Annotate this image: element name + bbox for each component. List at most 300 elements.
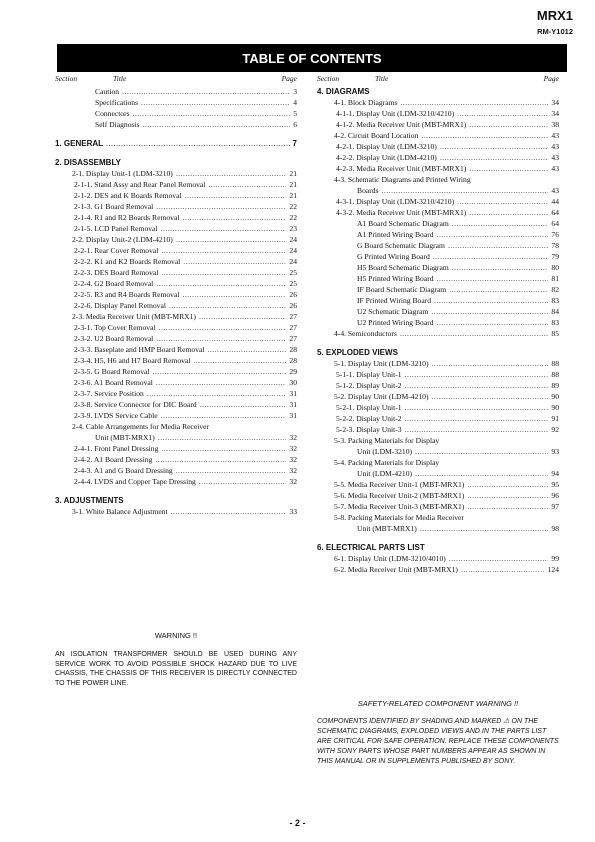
toc-entry-title: A1 Board Schematic Diagram <box>357 219 449 228</box>
warning-title: WARNING !! <box>154 631 198 640</box>
toc-entry[interactable] <box>317 328 559 339</box>
toc-entry[interactable] <box>317 468 559 479</box>
toc-entry-page: 83 <box>551 318 559 327</box>
toc-right-list <box>317 86 559 575</box>
toc-entry-title: 4-1-2. Media Receiver Unit (MBT-MRX1) <box>336 120 467 129</box>
toc-entry-page: 97 <box>551 502 559 511</box>
dot-leader <box>153 366 287 377</box>
toc-entry-page: 81 <box>551 274 559 283</box>
toc-entry-page: 78 <box>551 241 559 250</box>
model-name: MRX1 <box>536 8 573 23</box>
toc-entry-page: 34 <box>551 109 559 118</box>
toc-entry[interactable] <box>317 317 559 328</box>
toc-entry-title: 2-3-9. LVDS Service Cable <box>74 411 158 420</box>
toc-entry[interactable] <box>55 322 297 333</box>
dot-leader <box>199 476 287 487</box>
dot-leader <box>176 465 287 476</box>
safety-warning-body: COMPONENTS IDENTIFIED BY SHADING AND MARKED ⚠ ON THE SCHEMATIC DIAGRAMS, EXPLODED VIEWS AND IN THE PARTS LIST ARE CRITICAL FOR SAFE OPERATION. REPLACE THESE COMPONENTS WITH SONY PARTS WHOSE PART NUMBERS APPEAR AS SHOWN IN THIS MANUAL OR IN SUPPLEMENTS PUBLISHED BY SONY. <box>317 718 559 765</box>
toc-entry[interactable] <box>55 311 297 322</box>
toc-entry[interactable] <box>55 476 297 487</box>
toc-entry-title: Unit (MBT-MRX1) <box>357 524 417 533</box>
toc-entry[interactable] <box>317 207 559 218</box>
toc-entry-page: 32 <box>289 444 297 453</box>
toc-entry-page: 30 <box>289 378 297 387</box>
title-label: Title <box>113 74 127 83</box>
dot-leader <box>449 284 548 295</box>
toc-entry-page: 24 <box>289 235 297 244</box>
toc-entry-title: 2-3-5. G Board Removal <box>74 367 150 376</box>
toc-entry-page: 83 <box>551 296 559 305</box>
toc-entry-title: 2-3-7. Service Position <box>74 389 144 398</box>
toc-entry-page: 32 <box>289 455 297 464</box>
warning-body: AN ISOLATION TRANSFORMER SHOULD BE USED DURING ANY SERVICE WORK TO AVOID POSSIBLE SHOCK HAZARD DUE TO LIVE CHASSIS, THE CHASSIS OF THIS RECEIVER IS DIRECTLY CONNECTED TO THE POWER LINE. <box>55 651 297 687</box>
toc-entry-title: 1. GENERAL <box>55 139 104 148</box>
dot-leader <box>155 454 286 465</box>
toc-entry-title: 2-4-1. Front Panel Dressing <box>74 444 159 453</box>
toc-entry-page: 44 <box>551 197 559 206</box>
dot-leader <box>158 432 287 443</box>
toc-entry-page: 31 <box>289 400 297 409</box>
dot-leader <box>405 369 549 380</box>
dot-leader <box>199 311 286 322</box>
column-header-left <box>55 74 297 86</box>
toc-entry-page: 76 <box>551 230 559 239</box>
dot-leader <box>421 130 548 141</box>
toc-entry[interactable] <box>317 306 559 317</box>
toc-entry-title: Boards <box>357 186 379 195</box>
toc-entry-page: 6 <box>293 120 297 129</box>
toc-entry-title: 4. DIAGRAMS <box>317 87 370 96</box>
toc-entry-page: 28 <box>289 356 297 365</box>
toc-entry[interactable] <box>317 262 559 273</box>
toc-entry-page: 38 <box>551 120 559 129</box>
toc-entry-page: 124 <box>547 565 559 574</box>
dot-leader <box>467 479 548 490</box>
toc-entry-page: 88 <box>551 359 559 368</box>
toc-entry[interactable] <box>317 119 559 130</box>
dot-leader <box>185 190 287 201</box>
toc-entry-title: 4-3. Schematic Diagrams and Printed Wiring <box>334 175 471 184</box>
toc-entry-title: H5 Board Schematic Diagram <box>357 263 449 272</box>
toc-entry-page: 31 <box>289 389 297 398</box>
toc-entry[interactable] <box>55 333 297 344</box>
toc-entry[interactable] <box>317 240 559 251</box>
toc-entry-title: Unit (MBT-MRX1) <box>95 433 155 442</box>
toc-entry[interactable] <box>317 501 559 512</box>
toc-entry-title: 2-3-4. H5, H6 and H7 Board Removal <box>74 356 191 365</box>
toc-entry[interactable] <box>55 97 297 108</box>
dot-leader <box>405 380 549 391</box>
toc-entry[interactable] <box>55 190 297 201</box>
dot-leader <box>208 179 286 190</box>
dot-leader <box>207 344 286 355</box>
toc-entry-title: 5-1. Display Unit (LDM-3210) <box>334 359 429 368</box>
toc-entry[interactable] <box>317 284 559 295</box>
toc-entry[interactable] <box>317 512 559 523</box>
toc-entry[interactable] <box>55 168 297 179</box>
column-header-right <box>317 74 559 86</box>
toc-entry-title: 5-1-2. Display Unit-2 <box>336 381 402 390</box>
dot-leader <box>141 97 290 108</box>
dot-leader <box>440 141 549 152</box>
toc-entry-title: 3. ADJUSTMENTS <box>55 496 124 505</box>
toc-entry-page: 28 <box>289 345 297 354</box>
toc-entry-title: 2. DISASSEMBLY <box>55 158 121 167</box>
toc-entry[interactable] <box>55 278 297 289</box>
toc-entry[interactable] <box>317 446 559 457</box>
toc-entry[interactable] <box>317 435 559 446</box>
dot-leader <box>161 443 286 454</box>
toc-entry-title: G Printed Wiring Board <box>357 252 430 261</box>
toc-entry-title: 2-4-3. A1 and G Board Dressing <box>74 466 173 475</box>
toc-entry[interactable] <box>317 358 559 369</box>
toc-section-heading[interactable] <box>317 86 559 97</box>
toc-entry-title: 2-1-1. Stand Assy and Rear Panel Removal <box>74 180 206 189</box>
toc-entry-page: 79 <box>551 252 559 261</box>
toc-entry-page: 31 <box>289 411 297 420</box>
toc-entry-title: 4-1. Block Diagrams <box>334 98 398 107</box>
dot-leader <box>433 251 549 262</box>
toc-entry[interactable] <box>317 196 559 207</box>
toc-entry-title: 5-2-1. Display Unit-1 <box>336 403 402 412</box>
dot-leader <box>405 424 549 435</box>
toc-entry[interactable] <box>55 223 297 234</box>
toc-entry-page: 21 <box>289 180 297 189</box>
dot-leader <box>432 358 549 369</box>
toc-entry-page: 21 <box>289 191 297 200</box>
section-label: Section <box>55 74 78 83</box>
toc-entry-page: 24 <box>289 257 297 266</box>
toc-entry-title: 2-2-1. Rear Cover Removal <box>74 246 159 255</box>
toc-entry[interactable] <box>317 369 559 380</box>
dot-leader <box>143 119 291 130</box>
toc-entry[interactable] <box>317 163 559 174</box>
toc-entry-title: U2 Schematic Diagram <box>357 307 429 316</box>
toc-entry-page: 3 <box>293 87 297 96</box>
toc-entry-title: H5 Printed Wiring Board <box>357 274 434 283</box>
toc-entry[interactable] <box>317 564 559 575</box>
toc-entry-title: 2-4-2. A1 Board Dressing <box>74 455 153 464</box>
toc-entry-title: 5-4. Packing Materials for Display <box>334 458 440 467</box>
toc-entry-page: 34 <box>551 98 559 107</box>
toc-entry-title: 3-1. White Balance Adjustment <box>72 507 168 516</box>
toc-entry-page: 89 <box>551 381 559 390</box>
dot-leader <box>448 240 548 251</box>
toc-entry-title: 6. ELECTRICAL PARTS LIST <box>317 543 425 552</box>
toc-entry-page: 80 <box>551 263 559 272</box>
toc-entry-page: 32 <box>289 433 297 442</box>
toc-entry-page: 25 <box>289 268 297 277</box>
toc-entry-page: 32 <box>289 477 297 486</box>
dot-leader <box>469 163 548 174</box>
toc-entry-title: 5-7. Media Receiver Unit-3 (MBT-MRX1) <box>334 502 465 511</box>
toc-entry-page: 43 <box>551 131 559 140</box>
dot-leader <box>452 262 549 273</box>
toc-entry-page: 21 <box>289 169 297 178</box>
toc-entry-page: 91 <box>551 414 559 423</box>
toc-entry[interactable] <box>55 300 297 311</box>
dot-leader <box>182 212 286 223</box>
toc-entry-title: 4-3-2. Media Receiver Unit (MBT-MRX1) <box>336 208 467 217</box>
toc-entry-page: 64 <box>551 208 559 217</box>
toc-entry[interactable] <box>317 251 559 262</box>
toc-entry-page: 84 <box>551 307 559 316</box>
toc-entry-page: 43 <box>551 142 559 151</box>
toc-entry[interactable] <box>55 443 297 454</box>
toc-entry-title: Self Diagnosis <box>95 120 140 129</box>
toc-entry[interactable] <box>317 413 559 424</box>
page-number: - 2 - <box>289 818 306 828</box>
toc-entry[interactable] <box>317 273 559 284</box>
toc-entry-title: 2-1-2. DES and K Boards Removal <box>74 191 182 200</box>
toc-entry-page: 5 <box>293 109 297 118</box>
toc-entry[interactable] <box>55 212 297 223</box>
toc-entry-title: 2-4. Cable Arrangements for Media Receiver <box>72 422 210 431</box>
dot-leader <box>415 446 548 457</box>
toc-entry[interactable] <box>317 229 559 240</box>
toc-entry-title: A1 Printed Wiring Board <box>357 230 434 239</box>
toc-entry-title: 5. EXPLODED VIEWS <box>317 348 398 357</box>
toc-entry-page: 27 <box>289 323 297 332</box>
toc-entry[interactable] <box>55 388 297 399</box>
toc-entry[interactable] <box>317 174 559 185</box>
dot-leader <box>156 333 286 344</box>
dot-leader <box>161 245 286 256</box>
toc-entry-page: 90 <box>551 392 559 401</box>
toc-entry-page: 27 <box>289 312 297 321</box>
dot-leader <box>405 402 549 413</box>
toc-entry-title: U2 Printed Wiring Board <box>357 318 434 327</box>
dot-leader <box>176 168 287 179</box>
toc-entry-title: 4-2-3. Media Receiver Unit (MBT-MRX1) <box>336 164 467 173</box>
dot-leader <box>437 273 549 284</box>
toc-left-column <box>55 74 297 517</box>
toc-section-heading[interactable] <box>55 157 297 168</box>
toc-entry[interactable] <box>317 553 559 564</box>
toc-entry-title: 2-1-3. G1 Board Removal <box>74 202 154 211</box>
dot-leader <box>169 300 286 311</box>
toc-entry[interactable] <box>55 201 297 212</box>
toc-entry[interactable] <box>317 108 559 119</box>
toc-entry[interactable] <box>55 355 297 366</box>
toc-entry[interactable] <box>55 432 297 443</box>
toc-entry-title: IF Board Schematic Diagram <box>357 285 447 294</box>
toc-left-list <box>55 86 297 517</box>
toc-entry-title: 5-1-1. Display Unit-1 <box>336 370 402 379</box>
toc-entry-page: 22 <box>289 202 297 211</box>
toc-entry-page: 82 <box>551 285 559 294</box>
dot-leader <box>182 289 286 300</box>
dot-leader <box>156 278 286 289</box>
toc-entry-title: 6-1. Display Unit (LDM-3210/4010) <box>334 554 446 563</box>
toc-entry-title: 2-2-4. G2 Board Removal <box>74 279 154 288</box>
dot-leader <box>437 317 549 328</box>
toc-entry-title: 5-3. Packing Materials for Display <box>334 436 440 445</box>
toc-entry[interactable] <box>317 152 559 163</box>
toc-entry-title: Unit (LDM-3210) <box>357 447 413 456</box>
toc-entry-title: 2-3. Media Receiver Unit (MBT-MRX1) <box>72 312 196 321</box>
toc-entry[interactable] <box>55 465 297 476</box>
toc-entry-page: 85 <box>551 329 559 338</box>
dot-leader <box>440 152 549 163</box>
toc-entry[interactable] <box>317 391 559 402</box>
toc-entry-page: 29 <box>289 367 297 376</box>
toc-entry-title: IF Printed Wiring Board <box>357 296 432 305</box>
toc-entry[interactable] <box>55 179 297 190</box>
toc-entry[interactable] <box>55 506 297 517</box>
dot-leader <box>449 553 549 564</box>
toc-entry[interactable] <box>317 97 559 108</box>
dot-leader <box>156 201 286 212</box>
toc-entry[interactable] <box>317 130 559 141</box>
toc-entry[interactable] <box>317 457 559 468</box>
toc-entry-page: 33 <box>289 507 297 516</box>
toc-entry-title: 4-3-1. Display Unit (LDM-3210/4210) <box>336 197 455 206</box>
dot-leader <box>106 138 290 149</box>
toc-entry[interactable] <box>55 366 297 377</box>
title-label: Title <box>375 74 389 83</box>
toc-entry[interactable] <box>55 289 297 300</box>
dot-leader <box>147 388 287 399</box>
toc-entry-title: 2-1. Display Unit-1 (LDM-3210) <box>72 169 173 178</box>
toc-entry-title: 4-2-2. Display Unit (LDM-4210) <box>336 153 437 162</box>
toc-entry-page: 88 <box>551 370 559 379</box>
toc-entry-title: 2-2-2. K1 and K2 Boards Removal <box>74 257 181 266</box>
toc-entry-title: 2-3-1. Top Cover Removal <box>74 323 156 332</box>
toc-entry[interactable] <box>317 402 559 413</box>
toc-entry-title: 4-4. Semiconductors <box>334 329 397 338</box>
toc-section-heading[interactable] <box>55 138 297 149</box>
toc-entry[interactable] <box>317 295 559 306</box>
toc-entry-title: 2-4-4. LVDS and Copper Tape Dressing <box>74 477 196 486</box>
toc-entry-title: 5-5. Media Receiver Unit-1 (MBT-MRX1) <box>334 480 465 489</box>
toc-entry-title: 5-2-2. Display Unit-2 <box>336 414 402 423</box>
toc-entry-title: Unit (LDM-4210) <box>357 469 413 478</box>
toc-entry[interactable] <box>55 410 297 421</box>
page-label: Page <box>281 74 297 83</box>
dot-leader <box>176 234 287 245</box>
toc-entry-title: 2-2-6. Display Panel Removal <box>74 301 166 310</box>
toc-entry[interactable] <box>55 256 297 267</box>
dot-leader <box>183 256 286 267</box>
toc-entry[interactable] <box>317 141 559 152</box>
dot-leader <box>161 267 286 278</box>
toc-entry[interactable] <box>55 421 297 432</box>
dot-leader <box>457 196 548 207</box>
dot-leader <box>415 468 548 479</box>
toc-entry[interactable] <box>317 479 559 490</box>
dot-leader <box>469 207 548 218</box>
page-title: TABLE OF CONTENTS <box>57 44 567 72</box>
toc-entry-page: 43 <box>551 186 559 195</box>
dot-leader <box>400 97 548 108</box>
toc-entry-page: 32 <box>289 466 297 475</box>
toc-entry-title: 2-2. Display Unit-2 (LDM-4210) <box>72 235 173 244</box>
toc-entry[interactable] <box>317 185 559 196</box>
toc-entry-page: 94 <box>551 469 559 478</box>
toc-entry-page: 24 <box>289 246 297 255</box>
toc-entry-page: 43 <box>551 153 559 162</box>
toc-entry-page: 64 <box>551 219 559 228</box>
dot-leader <box>161 223 287 234</box>
dot-leader <box>469 119 548 130</box>
toc-entry-page: 90 <box>551 403 559 412</box>
toc-entry[interactable] <box>55 108 297 119</box>
toc-entry-page: 96 <box>551 491 559 500</box>
toc-entry-title: 2-3-6. A1 Board Removal <box>74 378 153 387</box>
toc-entry[interactable] <box>317 424 559 435</box>
toc-entry[interactable] <box>317 523 559 534</box>
toc-entry-title: 5-8. Packing Materials for Media Receiver <box>334 513 464 522</box>
toc-entry-page: 23 <box>289 224 297 233</box>
toc-entry-title: 2-3-2. U2 Board Removal <box>74 334 154 343</box>
dot-leader <box>159 322 287 333</box>
toc-entry-title: 2-2-5. R3 and R4 Boards Removal <box>74 290 180 299</box>
toc-entry-title: 4-2. Circuit Board Location <box>334 131 419 140</box>
dot-leader <box>434 295 548 306</box>
toc-entry-page: 25 <box>289 279 297 288</box>
dot-leader <box>133 108 291 119</box>
dot-leader <box>193 355 286 366</box>
toc-right-column <box>317 74 559 575</box>
toc-section-heading[interactable] <box>317 542 559 553</box>
toc-entry[interactable] <box>55 119 297 130</box>
toc-section-heading[interactable] <box>55 495 297 506</box>
toc-entry[interactable] <box>317 218 559 229</box>
toc-entry-title: 6-2. Media Receiver Unit (MBT-MRX1) <box>334 565 458 574</box>
toc-entry[interactable] <box>55 377 297 388</box>
dot-leader <box>171 506 287 517</box>
toc-entry[interactable] <box>55 454 297 465</box>
toc-entry[interactable] <box>55 344 297 355</box>
toc-entry[interactable] <box>55 234 297 245</box>
toc-entry-page: 22 <box>289 213 297 222</box>
toc-entry[interactable] <box>55 267 297 278</box>
toc-entry-title: Caution <box>95 87 120 96</box>
toc-entry-page: 95 <box>551 480 559 489</box>
dot-leader <box>457 108 548 119</box>
dot-leader <box>382 185 549 196</box>
sub-model-name: RM-Y1012 <box>537 27 573 36</box>
toc-entry[interactable] <box>55 86 297 97</box>
toc-entry-page: 26 <box>289 301 297 310</box>
dot-leader <box>200 399 287 410</box>
toc-section-heading[interactable] <box>317 347 559 358</box>
toc-entry[interactable] <box>317 490 559 501</box>
toc-entry-page: 26 <box>289 290 297 299</box>
dot-leader <box>156 377 287 388</box>
section-label: Section <box>317 74 340 83</box>
page-label: Page <box>543 74 559 83</box>
toc-entry-page: 4 <box>293 98 297 107</box>
toc-entry-title: 5-2-3. Display Unit-3 <box>336 425 402 434</box>
toc-entry-title: 2-3-3. Baseplate and HMP Board Removal <box>74 345 205 354</box>
toc-entry-title: 4-1-1. Display Unit (LDM-3210/4210) <box>336 109 455 118</box>
dot-leader <box>405 413 549 424</box>
dot-leader <box>431 306 548 317</box>
toc-entry-title: 2-2-3. DES Board Removal <box>74 268 159 277</box>
toc-entry[interactable] <box>317 380 559 391</box>
toc-entry[interactable] <box>55 245 297 256</box>
dot-leader <box>161 410 287 421</box>
safety-warning-title: SAFETY-RELATED COMPONENT WARNING !! <box>357 699 519 708</box>
dot-leader <box>452 218 549 229</box>
dot-leader <box>420 523 549 534</box>
toc-entry-page: 7 <box>292 139 297 148</box>
toc-entry[interactable] <box>55 399 297 410</box>
dot-leader <box>467 501 548 512</box>
toc-entry-page: 27 <box>289 334 297 343</box>
